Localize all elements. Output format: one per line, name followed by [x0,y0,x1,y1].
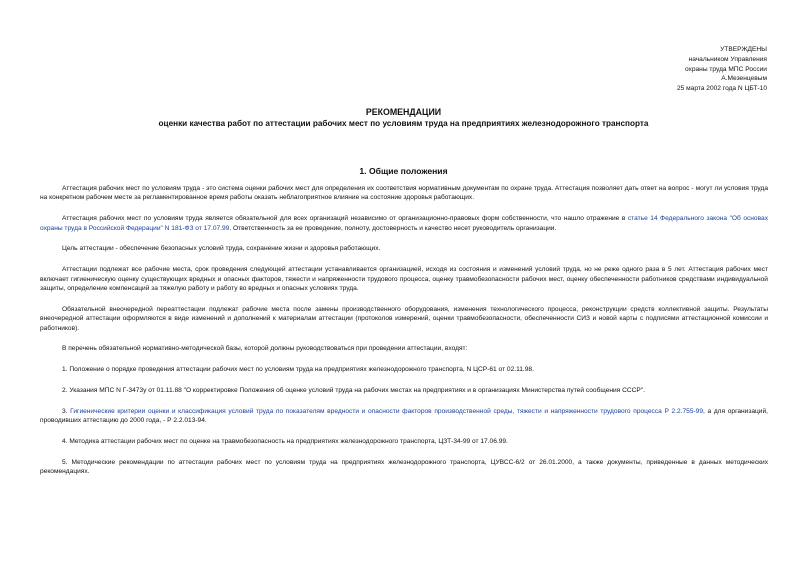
federal-law-link[interactable]: статье 14 Федерального закона "Об основах охраны труда в Российской Федерации" N 181-ФЗ от 17.07.99 [40,215,768,232]
approval-line-signatory: А.Мезенцевым [721,75,767,83]
list-item-hygienic-number: 3. [62,407,71,415]
document-title-subtitle: оценки качества работ по аттестации рабочих мест по условиям труда на предприятиях железнодорожного транспорта [158,119,649,128]
approval-line-department: охраны труда МПС России [684,65,767,73]
document-title-main: РЕКОМЕНДАЦИИ [365,107,442,117]
approval-line-position: начальником Управления [688,55,767,63]
paragraph-normative-base: В перечень обязательной нормативно-методической базы, которой должны руководствоваться при проведении аттестации, входят: [62,345,468,353]
list-item-recommendations: 5. Методические рекомендации по аттестации рабочих мест по условиям труда на предприятиях железнодорожного транспорта, ЦУВСС-6/2 от 26.01.2000, а также документы, приведенные в данных методических рекомендациях. [40,458,768,476]
approval-line-approved: УТВЕРЖДЕНЫ [720,46,767,53]
list-item-regulation: 1. Положение о порядке проведения аттестации рабочих мест по условиям труда на предприятиях железнодорожного транспорта, N ЦСР-61 от 02.11.98. [62,366,534,374]
paragraph-goal: Цель аттестации - обеспечение безопасных условий труда, сохранение жизни и здоровья работающих. [62,245,381,253]
hygienic-criteria-link[interactable]: Гигиенические критерии оценки и классификация условий труда по показателям вредности и опасности факторов производственной среды, тяжести и напряженности трудового процесса Р 2.2.755-99 [70,407,704,415]
section-heading: 1. Общие положения [359,166,448,176]
paragraph-mandatory-text-before: Аттестация рабочих мест по условиям труда является обязательной для всех организаций независимо от организационно-правовых форм собственности, что нашло отражение в [62,215,628,223]
list-item-methodology: 4. Методика аттестации рабочих мест по оценке на травмобезопасность на предприятиях железнодорожного транспорта, ЦЗТ-34-99 от 17.06.99. [62,438,508,446]
paragraph-mandatory [40,214,768,233]
approval-block [677,45,767,94]
approval-line-date: 25 марта 2002 года N ЦБТ-10 [676,85,767,93]
document-title [0,107,807,129]
document-body [40,184,768,488]
paragraph-mandatory-text-after: . Ответственность за ее проведение, полноту, достоверность и качество несет руководитель организации. [229,224,557,232]
paragraph-scope: Аттестации подлежат все рабочие места, срок проведения следующей аттестации устанавливается организацией, исходя из состояния и изменений условий труда, но не реже одного раза в 5 лет. Аттестация рабочих мест включает гигиеническую оценку существующих вредных и опасных факторов, тяжести и напряженности трудового процесса, оценку травмобезопасности рабочих мест, оценку обеспеченности работников средствами индивидуальной защиты, определение компенсаций за тяжелую работу и работу во вредных и опасных условиях труда. [40,266,768,293]
list-item-hygienic-text-after: , а для организаций, проводивших аттестацию до 2000 года, - Р 2.2.013-94. [40,407,769,425]
list-item-instructions: 2. Указания МПС N Г-3473у от 01.11.88 "О корректировке Положения об оценке условий труда на рабочих местах на предприятиях и в организациях Министерства путей сообщения СССР". [62,387,645,395]
paragraph-definition: Аттестация рабочих мест по условиям труда - это система оценки рабочих мест для определения их соответствия нормативным документам по охране труда. Аттестация позволяет дать ответ на вопрос - могут ли условия труда на конкретном рабочем месте за регламентированное время работы оказать неблагоприятное влияние на состояние здоровья работающих. [40,185,768,202]
list-item-hygienic-criteria [40,407,768,426]
paragraph-reattestation: Обязательной внеочередной переаттестации подлежат рабочие места после замены производственного оборудования, изменения технологического процесса, реконструкции средств коллективной защиты. Результаты внеочередной аттестации оформляются в виде изменений и дополнений к материалам аттестации (протоколов измерений, оценки травмобезопасности, обеспеченности СИЗ и новой карты с подписями аттестационной комиссии и работников). [40,305,768,332]
